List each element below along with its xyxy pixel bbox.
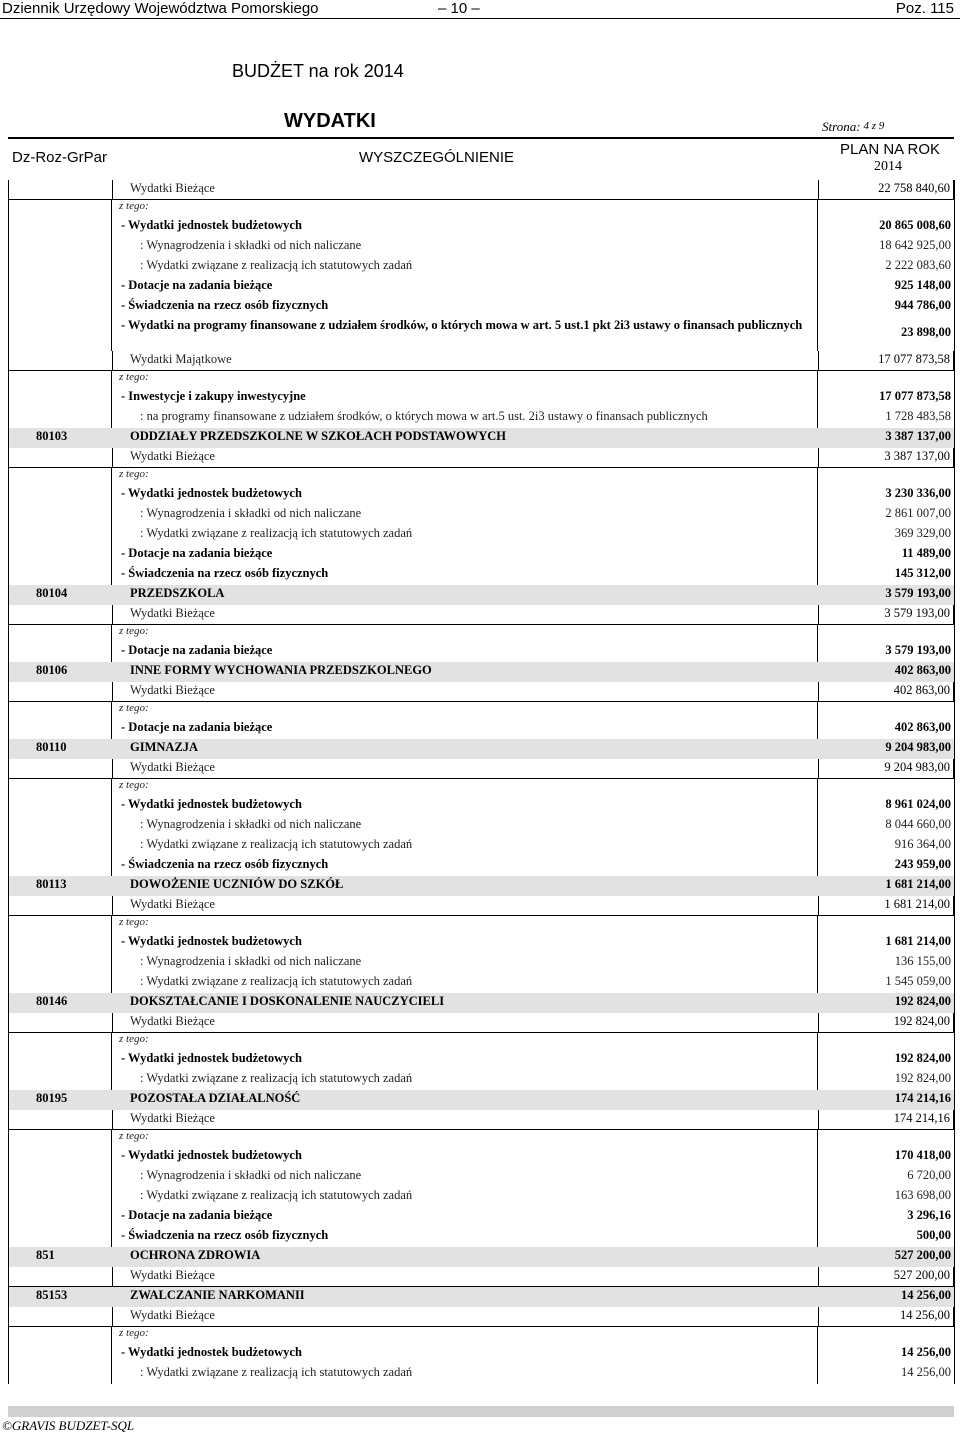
row-code: 80146 (36, 994, 68, 1008)
table-row (8, 916, 954, 933)
row-label: Wydatki Bieżące (130, 683, 215, 697)
page-value: 4 z 9 (863, 120, 885, 132)
table-row (8, 525, 954, 545)
section-title: WYDATKI (284, 110, 376, 132)
row-value: 17 077 873,58 (878, 352, 950, 366)
table-row (8, 816, 954, 836)
table-row (8, 973, 954, 993)
table-row (8, 759, 954, 779)
row-value: 925 148,00 (894, 278, 951, 292)
row-label: ODDZIAŁY PRZEDSZKOLNE W SZKOŁACH PODSTAWOWYCH (130, 429, 506, 443)
row-value: 11 489,00 (901, 546, 951, 560)
row-value: 192 824,00 (893, 1014, 950, 1028)
row-label: - Świadczenia na rzecz osób fizycznych (121, 566, 329, 580)
row-label: : Wydatki związane z realizacją ich statutowych zadań (140, 837, 413, 851)
row-label: - Wydatki jednostek budżetowych (121, 218, 302, 232)
row-value: 916 364,00 (894, 837, 951, 851)
table-row (8, 796, 954, 816)
table-row (8, 856, 954, 876)
row-value: 192 824,00 (894, 1071, 951, 1085)
row-code: 80113 (36, 877, 67, 891)
row-label: z tego: (119, 779, 149, 791)
row-value: 3 579 193,00 (884, 606, 950, 620)
section-row (8, 662, 954, 682)
row-value: 170 418,00 (894, 1148, 951, 1162)
row-code: 80110 (36, 740, 67, 754)
row-value: 9 204 983,00 (885, 740, 951, 754)
row-label: Wydatki Bieżące (130, 760, 215, 774)
row-value: 527 200,00 (894, 1248, 951, 1262)
table-row (8, 1344, 954, 1364)
row-code: 80104 (36, 586, 68, 600)
row-label: Wydatki Bieżące (130, 1014, 215, 1028)
row-label: OCHRONA ZDROWIA (130, 1248, 261, 1262)
table-row (8, 1033, 954, 1050)
row-label: - Wydatki jednostek budżetowych (121, 934, 302, 948)
row-value: 1 681 214,00 (885, 877, 951, 891)
row-code: 80195 (36, 1091, 68, 1105)
table-row (8, 779, 954, 796)
row-value: 17 077 873,58 (879, 389, 951, 403)
row-value: 14 256,00 (901, 1288, 951, 1302)
row-value: 1 681 214,00 (885, 934, 951, 948)
row-value: 2 861 007,00 (885, 506, 951, 520)
row-label: - Wydatki jednostek budżetowych (121, 1345, 302, 1359)
row-label: - Wydatki na programy finansowane z udziałem środków, o których mowa w art. 5 ust.1 pkt 2i3 ustawy o finansach publicznych (121, 318, 803, 332)
table-row (8, 200, 954, 217)
journal-title: Dziennik Urzędowy Województwa Pomorskiego (2, 0, 319, 17)
section-row (8, 876, 954, 896)
row-value: 243 959,00 (894, 857, 951, 871)
column-header-description-label: WYSZCZEGÓLNIENIE (359, 149, 515, 166)
row-label: INNE FORMY WYCHOWANIA PRZEDSZKOLNEGO (130, 663, 432, 677)
row-value: 402 863,00 (893, 683, 950, 697)
row-value: 145 312,00 (894, 566, 951, 580)
row-label: Wydatki Majątkowe (130, 352, 232, 366)
table-row (8, 1327, 954, 1344)
row-label: z tego: (119, 468, 149, 480)
row-label: GIMNAZJA (130, 740, 199, 754)
row-value: 8 044 660,00 (885, 817, 951, 831)
table-row (8, 1207, 954, 1227)
table-row (8, 297, 954, 317)
row-value: 18 642 925,00 (879, 238, 951, 252)
table-row (8, 180, 954, 200)
table-row (8, 682, 954, 702)
row-label: : Wydatki związane z realizacją ich statutowych zadań (140, 1365, 413, 1379)
row-label: - Dotacje na zadania bieżące (121, 643, 273, 657)
table-row (8, 1167, 954, 1187)
section-row (8, 1090, 954, 1110)
table-row (8, 1227, 954, 1247)
table-row (8, 625, 954, 642)
row-label: - Wydatki jednostek budżetowych (121, 797, 302, 811)
row-value: 192 824,00 (894, 1051, 951, 1065)
table-row (8, 237, 954, 257)
row-label: : Wynagrodzenia i składki od nich naliczane (140, 1168, 362, 1182)
row-label: Wydatki Bieżące (130, 606, 215, 620)
row-value: 3 387 137,00 (885, 429, 951, 443)
table-row (8, 217, 954, 237)
row-label: : Wydatki związane z realizacją ich statutowych zadań (140, 1188, 413, 1202)
row-label: Wydatki Bieżące (130, 1308, 215, 1322)
table-row (8, 1187, 954, 1207)
table-row (8, 1013, 954, 1033)
table-border (8, 180, 9, 1384)
section-row (8, 428, 954, 448)
position-number: Poz. 115 (895, 0, 954, 17)
table-row (8, 1070, 954, 1090)
row-value: 3 579 193,00 (885, 586, 951, 600)
row-label: - Inwestycje i zakupy inwestycyjne (121, 389, 306, 403)
row-value: 6 720,00 (907, 1168, 951, 1182)
row-value: 192 824,00 (894, 994, 951, 1008)
row-value: 1 681 214,00 (884, 897, 950, 911)
section-row (8, 1247, 954, 1267)
row-label: DOKSZTAŁCANIE I DOSKONALENIE NAUCZYCIELI (130, 994, 445, 1008)
table-row (8, 1110, 954, 1130)
row-label: z tego: (119, 1327, 149, 1339)
table-row (8, 371, 954, 388)
row-code: 80106 (36, 663, 68, 677)
page-number: – 10 – (438, 0, 480, 17)
row-label: - Dotacje na zadania bieżące (121, 720, 273, 734)
row-label: Wydatki Bieżące (130, 1111, 215, 1125)
row-label: - Świadczenia na rzecz osób fizycznych (121, 298, 329, 312)
row-label: - Dotacje na zadania bieżące (121, 546, 273, 560)
row-label: - Świadczenia na rzecz osób fizycznych (121, 857, 329, 871)
page-label: Strona: (822, 119, 861, 134)
row-value: 136 155,00 (894, 954, 951, 968)
table-row (8, 896, 954, 916)
row-label: Wydatki Bieżące (130, 1268, 215, 1282)
table-row (8, 277, 954, 297)
row-label: z tego: (119, 702, 149, 714)
row-label: : na programy finansowane z udziałem środków, o których mowa w art.5 ust. 2i3 ustawy o finansach publicznych (140, 409, 708, 423)
row-value: 1 728 483,58 (885, 409, 951, 423)
row-code: 80103 (36, 429, 68, 443)
row-value: 2 222 083,60 (885, 258, 951, 272)
footer-copyright: ©GRAVIS BUDZET-SQL (2, 1418, 135, 1433)
row-label: Wydatki Bieżące (130, 181, 215, 195)
row-code: 851 (36, 1248, 55, 1262)
row-label: : Wynagrodzenia i składki od nich naliczane (140, 506, 362, 520)
row-value: 500,00 (916, 1228, 951, 1242)
row-label: : Wynagrodzenia i składki od nich naliczane (140, 238, 362, 252)
row-value: 14 256,00 (901, 1365, 951, 1379)
table-row (8, 505, 954, 525)
row-value: 369 329,00 (894, 526, 951, 540)
row-label: - Wydatki jednostek budżetowych (121, 1051, 302, 1065)
table-row (8, 642, 954, 662)
column-header-code-label: Dz-Roz-GrPar (12, 149, 108, 166)
row-label: z tego: (119, 371, 149, 383)
row-label: z tego: (119, 1033, 149, 1045)
table-border (954, 180, 955, 1384)
row-value: 9 204 983,00 (884, 760, 950, 774)
row-label: - Świadczenia na rzecz osób fizycznych (121, 1228, 329, 1242)
table-row (8, 953, 954, 973)
row-value: 944 786,00 (894, 298, 951, 312)
table-row (8, 1050, 954, 1070)
row-label: : Wydatki związane z realizacją ich statutowych zadań (140, 526, 413, 540)
row-label: : Wynagrodzenia i składki od nich naliczane (140, 954, 362, 968)
row-label: Wydatki Bieżące (130, 449, 215, 463)
row-value: 20 865 008,60 (879, 218, 951, 232)
row-label: - Wydatki jednostek budżetowych (121, 1148, 302, 1162)
row-value: 3 579 193,00 (885, 643, 951, 657)
table-row (8, 836, 954, 856)
table-row (8, 719, 954, 739)
row-label: z tego: (119, 1130, 149, 1142)
row-value: 23 898,00 (901, 325, 951, 339)
row-value: 22 758 840,60 (878, 181, 950, 195)
table-row (8, 448, 954, 468)
table-row (8, 545, 954, 565)
row-label: DOWOŻENIE UCZNIÓW DO SZKÓŁ (130, 877, 344, 891)
row-label: ZWALCZANIE NARKOMANII (130, 1288, 305, 1302)
column-header-plan-label: PLAN NA ROK (840, 141, 941, 158)
section-row (8, 739, 954, 759)
row-value: 402 863,00 (894, 720, 951, 734)
row-label: z tego: (119, 916, 149, 928)
row-label: - Wydatki jednostek budżetowych (121, 486, 302, 500)
table-row (8, 317, 954, 351)
table-row (8, 565, 954, 585)
row-label: POZOSTAŁA DZIAŁALNOŚĆ (130, 1091, 301, 1105)
table-row (8, 485, 954, 505)
row-label: : Wydatki związane z realizacją ich statutowych zadań (140, 974, 413, 988)
table-row (8, 702, 954, 719)
row-value: 3 296,16 (907, 1208, 951, 1222)
row-value: 14 256,00 (901, 1345, 951, 1359)
row-label: : Wydatki związane z realizacją ich statutowych zadań (140, 258, 413, 272)
row-value: 527 200,00 (893, 1268, 950, 1282)
row-label: : Wynagrodzenia i składki od nich naliczane (140, 817, 362, 831)
section-row (8, 1287, 954, 1307)
row-label: PRZEDSZKOLA (130, 586, 225, 600)
column-header-plan-year: 2014 (874, 159, 902, 174)
row-value: 3 387 137,00 (884, 449, 950, 463)
row-value: 174 214,16 (894, 1091, 951, 1105)
row-label: : Wydatki związane z realizacją ich statutowych zadań (140, 1071, 413, 1085)
table-row (8, 468, 954, 485)
row-value: 402 863,00 (894, 663, 951, 677)
row-label: - Dotacje na zadania bieżące (121, 1208, 273, 1222)
row-value: 163 698,00 (894, 1188, 951, 1202)
table-row (8, 257, 954, 277)
section-row (8, 585, 954, 605)
row-label: - Dotacje na zadania bieżące (121, 278, 273, 292)
row-value: 174 214,16 (893, 1111, 950, 1125)
row-label: z tego: (119, 200, 149, 212)
section-row (8, 993, 954, 1013)
table-row (8, 1147, 954, 1167)
row-value: 14 256,00 (900, 1308, 950, 1322)
table-row (8, 351, 954, 371)
table-row (8, 1130, 954, 1147)
table-row (8, 1307, 954, 1327)
table-bottom-bar (8, 1406, 954, 1417)
table-row (8, 388, 954, 408)
row-value: 3 230 336,00 (885, 486, 951, 500)
row-label: z tego: (119, 625, 149, 637)
table-row (8, 408, 954, 428)
row-code: 85153 (36, 1288, 68, 1302)
row-label: Wydatki Bieżące (130, 897, 215, 911)
table-row (8, 1267, 954, 1287)
table-row (8, 605, 954, 625)
table-row (8, 1364, 954, 1384)
budget-title: BUDŻET na rok 2014 (232, 61, 404, 81)
table-row (8, 933, 954, 953)
row-value: 1 545 059,00 (885, 974, 951, 988)
row-value: 8 961 024,00 (885, 797, 951, 811)
